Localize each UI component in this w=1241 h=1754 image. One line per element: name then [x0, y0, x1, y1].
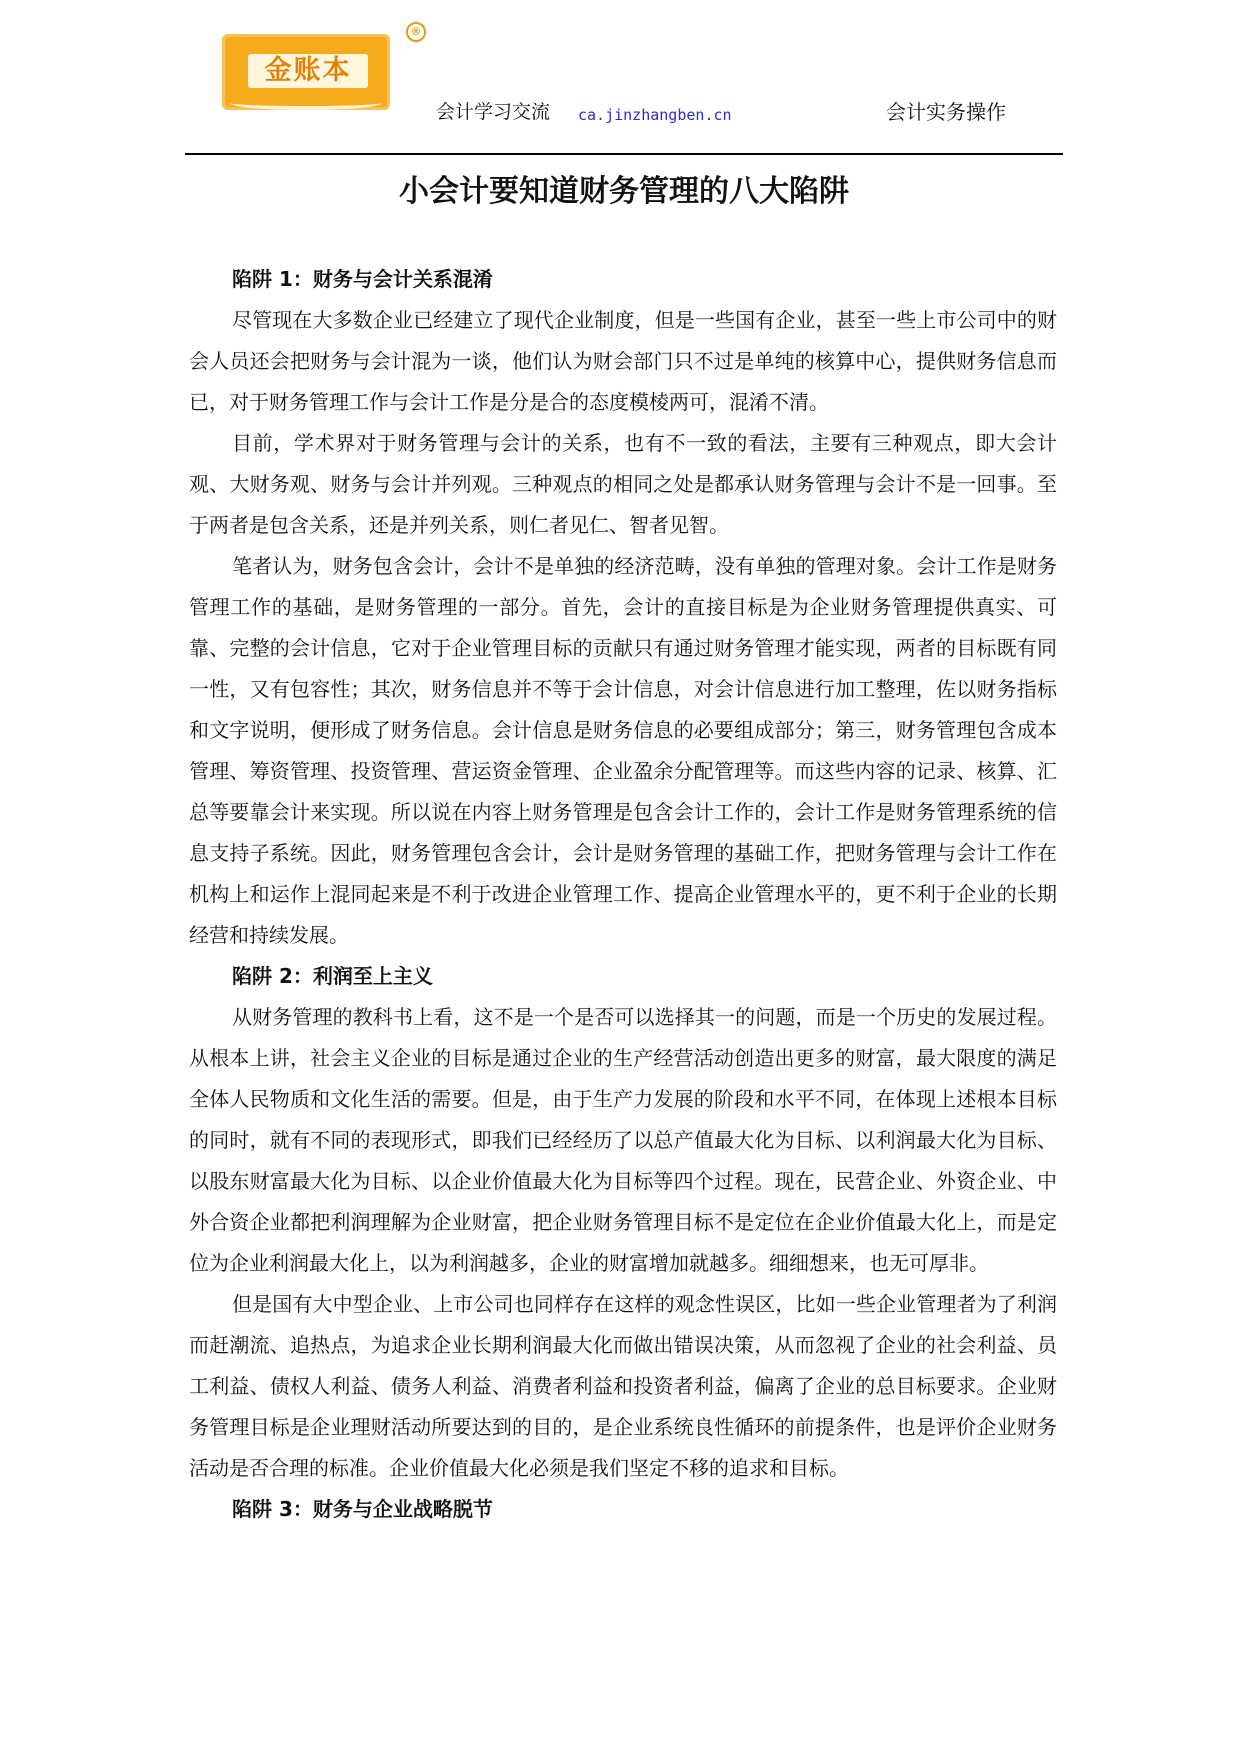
- logo-base: [230, 96, 382, 110]
- paragraph: 但是国有大中型企业、上市公司也同样存在这样的观念性误区，比如一些企业管理者为了利润而赶潮流、追热点，为追求企业长期利润最大化而做出错误决策，从而忽视了企业的社会利益、员工利益、债权人利益、债务人利益、消费者利益和投资者利益，偏离了企业的总目标要求。企业财务管理目标是企业理财活动所要达到的目的，是企业系统良性循环的前提条件，也是评价企业财务活动是否合理的标准。企业价值最大化必须是我们坚定不移的追求和目标。: [189, 1292, 1057, 1480]
- registered-mark-icon: ®: [406, 22, 426, 42]
- header-right-label: 会计实务操作: [886, 100, 1006, 124]
- document-title: 小会计要知道财务管理的八大陷阱: [399, 174, 849, 209]
- header-divider: [185, 153, 1063, 155]
- section-heading: 陷阱 3：财务与企业战略脱节: [232, 1497, 493, 1521]
- header-left-label: 会计学习交流: [436, 101, 551, 123]
- section-heading: 陷阱 2：利润至上主义: [232, 964, 433, 988]
- paragraph: 目前，学术界对于财务管理与会计的关系，也有不一致的看法，主要有三种观点，即大会计观、大财务观、财务与会计并列观。三种观点的相同之处是都承认财务管理与会计不是一回事。至于两者是包含关系，还是并列关系，则仁者见仁、智者见智。: [189, 431, 1057, 537]
- paragraph: 尽管现在大多数企业已经建立了现代企业制度，但是一些国有企业，甚至一些上市公司中的财会人员还会把财务与会计混为一谈，他们认为财会部门只不过是单纯的核算中心，提供财务信息而已，对于财务管理工作与会计工作是分是合的态度模棱两可，混淆不清。: [189, 308, 1057, 414]
- paragraph: 从财务管理的教科书上看，这不是一个是否可以选择其一的问题，而是一个历史的发展过程。从根本上讲，社会主义企业的目标是通过企业的生产经营活动创造出更多的财富，最大限度的满足全体人民物质和文化生活的需要。但是，由于生产力发展的阶段和水平不同，在体现上述根本目标的同时，就有不同的表现形式，即我们已经经历了以总产值最大化为目标、以利润最大化为目标、以股东财富最大化为目标、以企业价值最大化为目标等四个过程。现在，民营企业、外资企业、中外合资企业都把利润理解为企业财富，把企业财务管理目标不是定位在企业价值最大化上，而是定位为企业利润最大化上，以为利润越多，企业的财富增加就越多。细细想来，也无可厚非。: [189, 1005, 1057, 1275]
- header-url-link[interactable]: ca.jinzhangben.cn: [578, 106, 732, 124]
- brand-logo: [222, 30, 404, 114]
- section-heading: 陷阱 1：财务与会计关系混淆: [232, 267, 493, 291]
- logo-text: 金账本: [264, 55, 352, 86]
- document-body: [189, 259, 1057, 1530]
- paragraph: 笔者认为，财务包含会计，会计不是单独的经济范畴，没有单独的管理对象。会计工作是财务管理工作的基础，是财务管理的一部分。首先，会计的直接目标是为企业财务管理提供真实、可靠、完整的会计信息，它对于企业管理目标的贡献只有通过财务管理才能实现，两者的目标既有同一性，又有包容性；其次，财务信息并不等于会计信息，对会计信息进行加工整理，佐以财务指标和文字说明，便形成了财务信息。会计信息是财务信息的必要组成部分；第三，财务管理包含成本管理、筹资管理、投资管理、营运资金管理、企业盈余分配管理等。而这些内容的记录、核算、汇总等要靠会计来实现。所以说在内容上财务管理是包含会计工作的，会计工作是财务管理系统的信息支持子系统。因此，财务管理包含会计，会计是财务管理的基础工作，把财务管理与会计工作在机构上和运作上混同起来是不利于改进企业管理工作、提高企业管理水平的，更不利于企业的长期经营和持续发展。: [189, 554, 1057, 947]
